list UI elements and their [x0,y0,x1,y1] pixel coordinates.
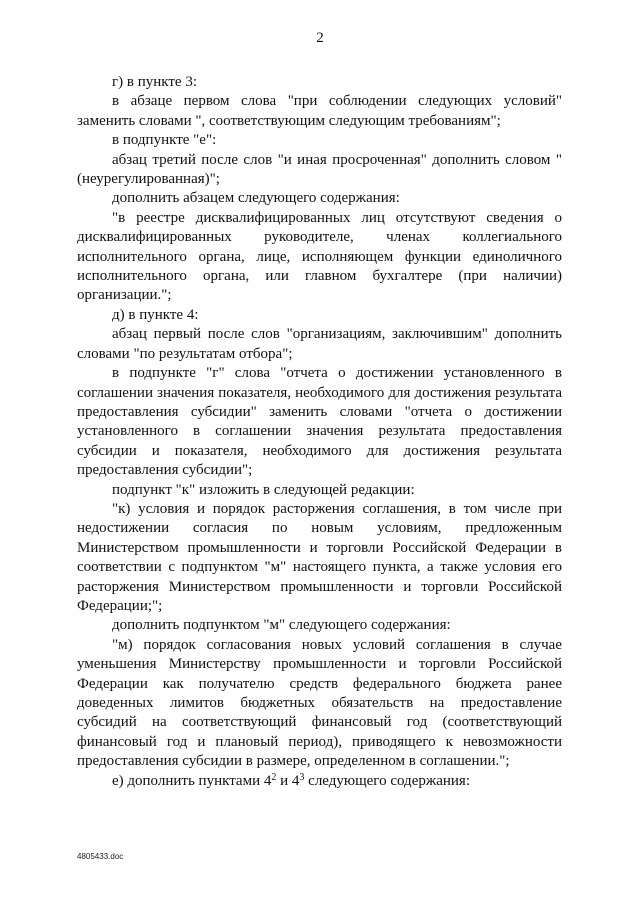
superscript: 2 [271,771,277,783]
paragraph: в абзаце первом слова "при соблюдении следующих условий" заменить словами ", соответствующим следующим требованиям"; [77,93,562,129]
paragraph: в подпункте "г" слова "отчета о достижении установленного в соглашении значения показателя, необходимого для достижения результата предоставления субсидии" заменить словами "отчета о достижении установленного в соглашении значения результата предоставления субсидии и показателя, необходимого для достижения результата предоставления субсидии"; [77,365,562,479]
last-line-prefix: е) дополнить пунктами 4 [112,772,272,789]
superscript: 3 [299,771,305,783]
document-body [77,73,562,791]
last-line-suffix: следующего содержания: [304,772,470,789]
paragraph: г) в пункте 3: [112,74,198,90]
paragraph: абзац первый после слов "организациям, заключившим" дополнить словами "по результатам отбора"; [77,326,562,362]
last-line-middle: и 4 [276,772,300,789]
paragraph: подпункт "к" изложить в следующей редакции: [112,481,415,498]
footer-doc-code: 4805433.doc [77,852,124,861]
paragraph: "в реестре дисквалифицированных лиц отсутствуют сведения о дисквалифицированных руководителе, членах коллегиального исполнительного органа, лице, исполняющем функции единоличного исполнительного органа, или главном бухгалтере (при наличии) организации."; [77,209,562,304]
page-number: 2 [316,30,324,46]
paragraph: абзац третий после слов "и иная просроченная" дополнить словом "(неурегулированная)"; [77,151,562,188]
paragraph-last [77,772,562,791]
paragraph: "к) условия и порядок расторжения соглашения, в том числе при недостижении согласия по новым условиям, предложенным Министерством промышленности и торговли Российской Федерации в соответствии с подпунктом "м" настоящего пункта, а также условия его расторжения Министерством промышленности и торговли Российской Федерации;"; [77,500,562,614]
paragraph: "м) порядок согласования новых условий соглашения в случае уменьшения Министерству промышленности и торговли Российской Федерации как получателю средств федерального бюджета ранее доведенных лимитов бюджетных обязательств на предоставление субсидий на соответствующий финансовый год (соответствующий финансовый год и плановый период), приводящего к невозможности предоставления субсидии в размере, определенном в соглашении."; [77,636,562,770]
paragraph: д) в пункте 4: [112,306,199,323]
paragraph: в подпункте "е": [112,132,217,149]
paragraph: дополнить абзацем следующего содержания: [112,190,400,207]
paragraph: дополнить подпунктом "м" следующего содержания: [112,617,451,634]
